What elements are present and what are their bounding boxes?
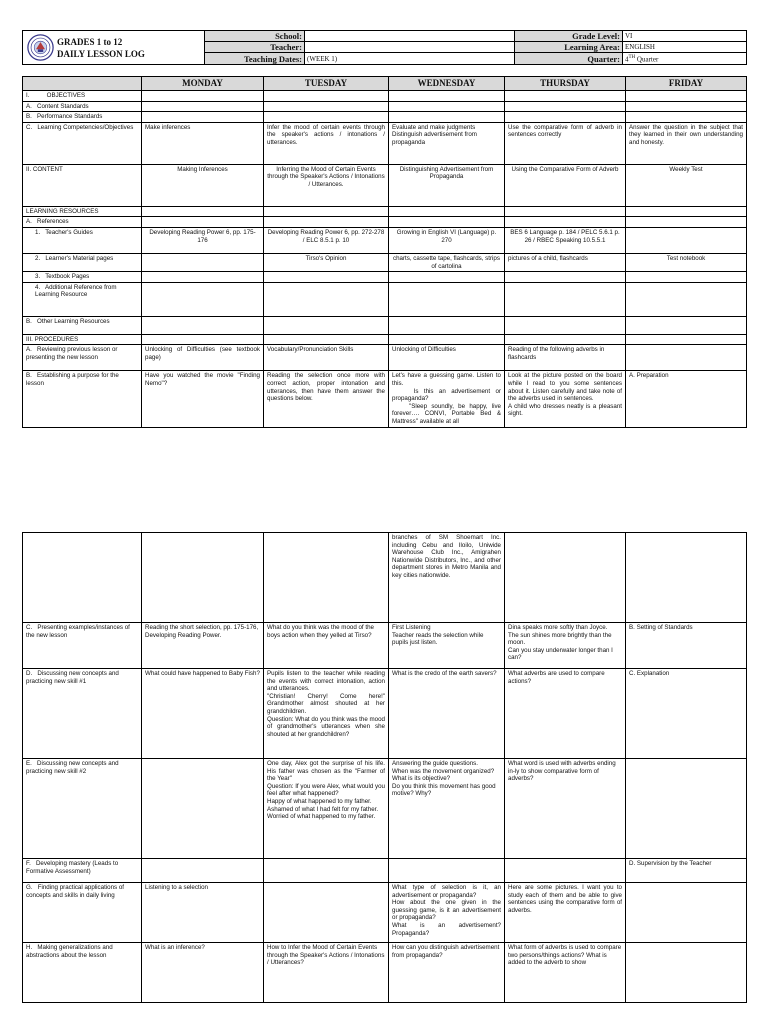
- learning-area-label: Learning Area:: [515, 42, 623, 53]
- day-cell: [264, 334, 389, 345]
- row-label: C. Presenting examples/instances of the new lesson: [23, 623, 142, 669]
- day-cell: How to Infer the Mood of Certain Events through the Speaker's Actions / Intonations / Utterances?: [264, 943, 389, 1003]
- day-cell: What could have happened to Baby Fish?: [142, 669, 264, 759]
- day-header-monday: MONDAY: [142, 77, 264, 91]
- day-cell: [505, 859, 626, 883]
- day-cell: [626, 345, 747, 371]
- lesson-rows-page2: [23, 533, 747, 1003]
- lesson-row: [23, 859, 747, 883]
- lesson-log-table-page1: [22, 76, 747, 428]
- day-cell: Answer the question in the subject that they learned in their own understanding and honesty.: [626, 122, 747, 164]
- day-cell: [142, 533, 264, 623]
- row-label: [23, 533, 142, 623]
- lesson-row: [23, 112, 747, 123]
- header-title-line1: GRADES 1 to 12: [57, 36, 123, 47]
- day-cell: Using the Comparative Form of Adverb: [505, 164, 626, 206]
- day-cell: pictures of a child, flashcards: [505, 253, 626, 271]
- row-label: LEARNING RESOURCES: [23, 206, 142, 217]
- row-label: D. Discussing new concepts and practicing new skill #1: [23, 669, 142, 759]
- day-cell: [264, 282, 389, 316]
- day-cell: One day, Alex got the surprise of his life. His father was chosen as the "Farmer of the Year" Question: If you were Alex, what would you feel after what happened? Happy of what happened to my father. Ashamed of what I had felt for my father. Worried of what happened to my father.: [264, 759, 389, 859]
- day-cell: [142, 253, 264, 271]
- day-cell: [626, 91, 747, 102]
- day-cell: Answering the guide questions. When was the movement organized? What is its objective? Do you think this movement has good motive? Why?: [389, 759, 505, 859]
- day-cell: [142, 206, 264, 217]
- day-cell: Weekly Test: [626, 164, 747, 206]
- day-cell: Inferring the Mood of Certain Events through the Speaker's Actions / Intonations / Utterances.: [264, 164, 389, 206]
- day-cell: What word is used with adverbs ending in-ly to show comparative form of adverbs?: [505, 759, 626, 859]
- day-cell: [626, 533, 747, 623]
- day-cell: [626, 943, 747, 1003]
- lesson-row: [23, 759, 747, 859]
- quarter-label: Quarter:: [515, 53, 623, 65]
- lesson-log-header: [22, 30, 746, 64]
- day-cell: [505, 316, 626, 334]
- lesson-row: [23, 217, 747, 228]
- lesson-row: [23, 883, 747, 943]
- lesson-row: [23, 122, 747, 164]
- lesson-row: [23, 316, 747, 334]
- day-cell: charts, cassette tape, flashcards, strips of cartolina: [389, 253, 505, 271]
- lesson-row: [23, 371, 747, 427]
- day-cell: [264, 112, 389, 123]
- teaching-dates-label: Teaching Dates:: [205, 53, 305, 65]
- day-cell: [626, 883, 747, 943]
- day-cell: Making Inferences: [142, 164, 264, 206]
- row-label: 1. Teacher's Guides: [23, 227, 142, 253]
- lesson-row: [23, 282, 747, 316]
- quarter-suffix: TH: [628, 55, 636, 60]
- day-cell: Distinguishing Advertisement from Propaganda: [389, 164, 505, 206]
- day-cell: What is the credo of the earth savers?: [389, 669, 505, 759]
- day-cell: Test notebook: [626, 253, 747, 271]
- lesson-row: [23, 227, 747, 253]
- day-cell: Have you watched the movie "Finding Nemo"?: [142, 371, 264, 427]
- day-cell: [264, 533, 389, 623]
- day-cell: Developing Reading Power 6, pp. 272-278 / ELC 8.5.1 p. 10: [264, 227, 389, 253]
- day-cell: [142, 334, 264, 345]
- row-label: III. PROCEDURES: [23, 334, 142, 345]
- day-cell: Here are some pictures. I want you to study each of them and be able to give sentences using the comparative form of adverbs.: [505, 883, 626, 943]
- row-label: B. Performance Standards: [23, 112, 142, 123]
- day-cell: [142, 101, 264, 112]
- row-label: A. Reviewing previous lesson or presenting the new lesson: [23, 345, 142, 371]
- day-cell: [264, 859, 389, 883]
- row-label: A. Content Standards: [23, 101, 142, 112]
- day-cell: [505, 217, 626, 228]
- day-cell: Look at the picture posted on the board while I read to you some sentences about it. Listen carefully and take note of the adverbs used in sentences. A child who dresses neatly is a pleasant sight.: [505, 371, 626, 427]
- teacher-value: [305, 42, 515, 53]
- day-cell: What do you think was the mood of the boys action when they yelled at Tirso?: [264, 623, 389, 669]
- day-cell: [264, 883, 389, 943]
- row-label: 3. Textbook Pages: [23, 272, 142, 283]
- row-label: II. CONTENT: [23, 164, 142, 206]
- day-cell: [264, 91, 389, 102]
- day-cell: [626, 227, 747, 253]
- lesson-row: [23, 669, 747, 759]
- day-cell: [505, 272, 626, 283]
- lesson-row: [23, 91, 747, 102]
- day-cell: Infer the mood of certain events through the speaker's actions / intonations / utterances.: [264, 122, 389, 164]
- day-cell: [389, 112, 505, 123]
- day-cell: Unlocking of Difficulties (see textbook page): [142, 345, 264, 371]
- day-cell: [142, 759, 264, 859]
- day-cell: Unlocking of Difficulties: [389, 345, 505, 371]
- day-cell: B. Setting of Standards: [626, 623, 747, 669]
- day-cell: [264, 206, 389, 217]
- day-cell: Dina speaks more softly than Joyce. The sun shines more brightly than the moon. Can you stay underwater longer than I can?: [505, 623, 626, 669]
- learning-area-value: ENGLISH: [623, 42, 747, 53]
- row-label: A. References: [23, 217, 142, 228]
- lesson-row: [23, 253, 747, 271]
- lesson-row: [23, 533, 747, 623]
- teacher-label: Teacher:: [205, 42, 305, 53]
- day-cell: [389, 316, 505, 334]
- day-cell: [142, 91, 264, 102]
- deped-seal-icon: [27, 34, 54, 61]
- day-cell: Reading the short selection, pp. 175-176, Developing Reading Power.: [142, 623, 264, 669]
- day-cell: [142, 112, 264, 123]
- lesson-log-table-page2: [22, 532, 747, 1003]
- day-cell: [142, 859, 264, 883]
- day-cell: [626, 759, 747, 859]
- day-header-friday: FRIDAY: [626, 77, 747, 91]
- day-cell: [505, 533, 626, 623]
- day-cell: [626, 101, 747, 112]
- day-cell: Tirso's Opinion: [264, 253, 389, 271]
- row-label: E. Discussing new concepts and practicing new skill #2: [23, 759, 142, 859]
- day-cell: [142, 217, 264, 228]
- lesson-row: [23, 272, 747, 283]
- day-cell: C. Explanation: [626, 669, 747, 759]
- day-cell: Pupils listen to the teacher while reading the events with correct intonation, action and utterances. "Christian! Cherry! Come here!" Grandmother almost shouted at her grandchildren. Question: What do you think was the mood of grandmother's utterances when she shouted at her grandchildren?: [264, 669, 389, 759]
- day-cell: A. Preparation: [626, 371, 747, 427]
- day-cell: Use the comparative form of adverb in sentences correctly: [505, 122, 626, 164]
- day-cell: What is an inference?: [142, 943, 264, 1003]
- grade-level-value: VI: [623, 31, 747, 42]
- row-label: B. Other Learning Resources: [23, 316, 142, 334]
- day-cell: [626, 282, 747, 316]
- day-cell: What type of selection is it, an advertisement or propaganda? How about the one given in the guessing game, is it an advertisement or propaganda? What is an advertisement? Propaganda?: [389, 883, 505, 943]
- day-header-thursday: THURSDAY: [505, 77, 626, 91]
- row-label: I. OBJECTIVES: [23, 91, 142, 102]
- row-label: 4. Additional Reference from Learning Resource: [23, 282, 142, 316]
- school-value: [305, 31, 515, 42]
- day-cell: Make inferences: [142, 122, 264, 164]
- lesson-row: [23, 943, 747, 1003]
- day-cell: [505, 282, 626, 316]
- lesson-row: [23, 101, 747, 112]
- day-cell: [389, 91, 505, 102]
- day-cell: First Listening Teacher reads the selection while pupils just listen.: [389, 623, 505, 669]
- teaching-dates-value: (WEEK 1): [305, 53, 515, 65]
- day-cell: [389, 859, 505, 883]
- day-cell: branches of SM Shoemart Inc. including Cebu and Iloilo, Uniwide Warehouse Club Inc., Amigrahen Nationwide Distributors, Inc., and other department stores in Metro Manila and key cities nationwide.: [389, 533, 505, 623]
- day-cell: [389, 206, 505, 217]
- day-cell: [626, 112, 747, 123]
- day-cell: [626, 217, 747, 228]
- day-cell: [505, 101, 626, 112]
- day-cell: [505, 112, 626, 123]
- day-cell: [626, 334, 747, 345]
- row-label: C. Learning Competencies/Objectives: [23, 122, 142, 164]
- row-label: F. Developing mastery (Leads to Formative Assessment): [23, 859, 142, 883]
- day-cell: [626, 272, 747, 283]
- quarter-number: 4: [625, 55, 629, 64]
- day-cell: [505, 334, 626, 345]
- quarter-word: Quarter: [635, 55, 659, 64]
- day-cell: [505, 206, 626, 217]
- row-label: H. Making generalizations and abstractions about the lesson: [23, 943, 142, 1003]
- day-cell: [626, 316, 747, 334]
- day-cell: [142, 282, 264, 316]
- grade-level-label: Grade Level:: [515, 31, 623, 42]
- school-label: School:: [205, 31, 305, 42]
- day-cell: Reading the selection once more with correct action, proper intonation and utterances, then have them answer the questions below.: [264, 371, 389, 427]
- day-cell: BES 6 Language p. 184 / PELC 5.6.1 p. 26 / RBEC Speaking 10.5.5.1: [505, 227, 626, 253]
- header-title-cell: [23, 31, 205, 65]
- day-cell: [389, 334, 505, 345]
- day-cell: D. Supervision by the Teacher: [626, 859, 747, 883]
- lesson-row: [23, 345, 747, 371]
- day-cell: [389, 272, 505, 283]
- day-cell: Evaluate and make judgments Distinguish advertisement from propaganda: [389, 122, 505, 164]
- header-title-line2: DAILY LESSON LOG: [57, 48, 145, 59]
- row-label: 2. Learner's Material pages: [23, 253, 142, 271]
- day-cell: [626, 206, 747, 217]
- day-cell: What form of adverbs is used to compare two persons/things actions? What is added to the adverb to show: [505, 943, 626, 1003]
- lesson-rows-page1: [23, 91, 747, 428]
- lesson-row: [23, 164, 747, 206]
- day-cell: How can you distinguish advertisement from propaganda?: [389, 943, 505, 1003]
- day-cell: Let's have a guessing game. Listen to this. Is this an advertisement or propaganda? "Sleep soundly, be happy, live forever…. CONVI, Portable Bed & Mattress" available at all: [389, 371, 505, 427]
- day-cell: [505, 91, 626, 102]
- day-cell: [142, 272, 264, 283]
- day-header-tuesday: TUESDAY: [264, 77, 389, 91]
- day-cell: What adverbs are used to compare actions?: [505, 669, 626, 759]
- day-cell: [264, 272, 389, 283]
- day-cell: Growing in English VI (Language) p. 270: [389, 227, 505, 253]
- quarter-value: [623, 53, 747, 65]
- day-cell: Listening to a selection: [142, 883, 264, 943]
- corner-cell: [23, 77, 142, 91]
- lesson-row: [23, 623, 747, 669]
- lesson-row: [23, 206, 747, 217]
- day-cell: Reading of the following adverbs in flashcards: [505, 345, 626, 371]
- lesson-row: [23, 334, 747, 345]
- day-cell: [264, 101, 389, 112]
- day-cell: [389, 217, 505, 228]
- day-cell: [389, 101, 505, 112]
- day-cell: Vocabulary/Pronunciation Skills: [264, 345, 389, 371]
- day-cell: [264, 316, 389, 334]
- day-cell: Developing Reading Power 6, pp. 175-176: [142, 227, 264, 253]
- day-header-wednesday: WEDNESDAY: [389, 77, 505, 91]
- row-label: B. Establishing a purpose for the lesson: [23, 371, 142, 427]
- day-cell: [389, 282, 505, 316]
- row-label: G. Finding practical applications of concepts and skills in daily living: [23, 883, 142, 943]
- day-cell: [142, 316, 264, 334]
- day-cell: [264, 217, 389, 228]
